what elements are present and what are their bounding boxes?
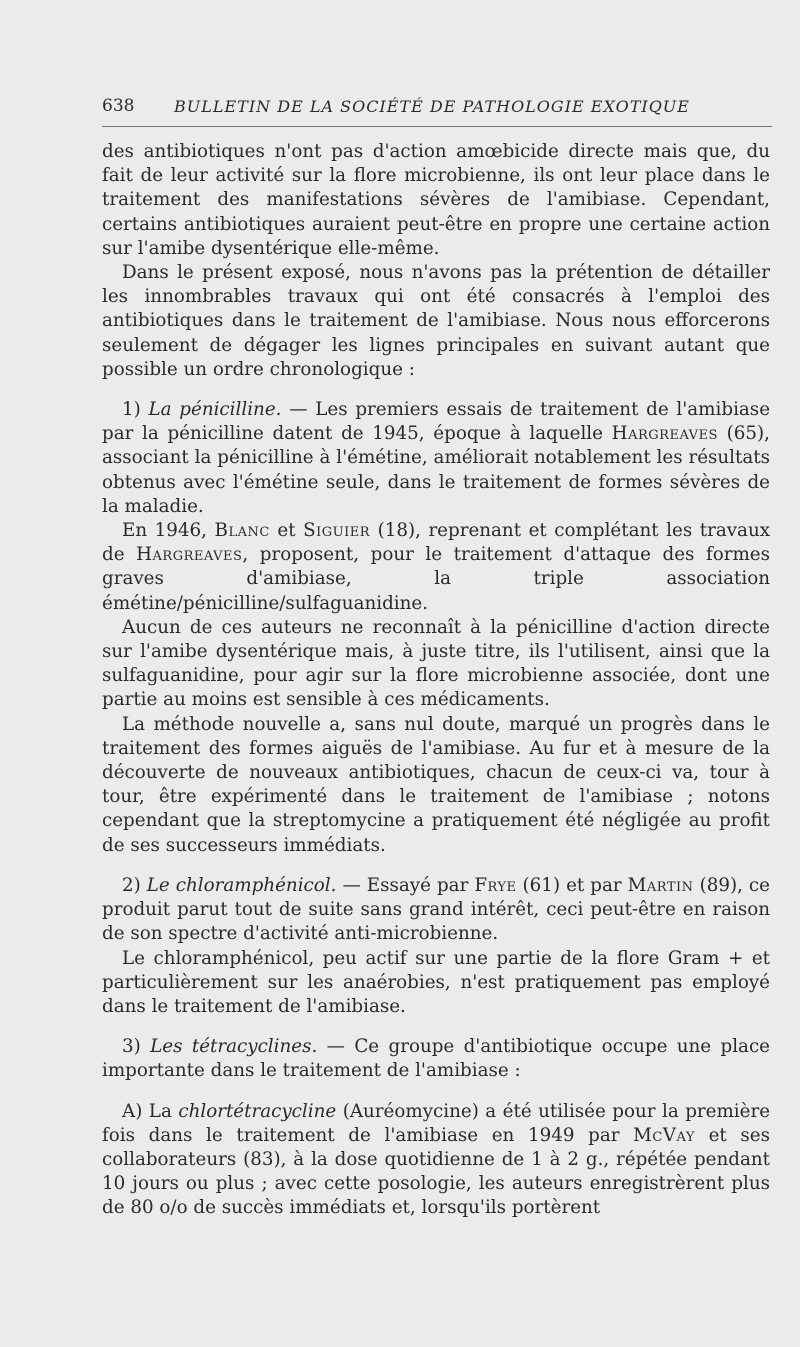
section-number: 2): [122, 874, 141, 896]
running-title: BULLETIN DE LA SOCIÉTÉ DE PATHOLOGIE EXOTIQUE: [174, 97, 690, 116]
page-number: 638: [102, 96, 135, 116]
section-penicillin: 1) La pénicilline. — Les premiers essais de traitement de l'amibiase par la pénicilline datent de 1945, époque à laquelle Hargreaves (65), associant la pénicilline à l'émétine, améliorait notablement les résultats obtenus avec l'émétine seule, dans le traitement de formes sévères de la maladie.: [102, 399, 771, 517]
section-chloramphenicol: 2) Le chloramphénicol. — Essayé par Frye (61) et par Martin (89), ce produit parut tout de suite sans grand intérêt, ceci peut-être en raison de son spectre d'activité anti-microbienne.: [102, 874, 770, 945]
author-name: Hargreaves: [136, 544, 243, 566]
paragraph-no-direct-action: Aucun de ces auteurs ne reconnaît à la pénicilline d'action directe sur l'amibe dysentérique mais, à juste titre, ils l'utilisent, ainsi que la sulfaguanidine, pour agir sur la flore microbienne associée, dont une partie au moins est sensible à ces médicaments.: [102, 616, 770, 711]
section-tetracyclines: 3) Les tétracyclines. — Ce groupe d'antibiotique occupe une place importante dans le traitement de l'amibiase :: [102, 1036, 771, 1082]
section-title-chloramphenicol: Le chloramphénicol.: [146, 874, 337, 896]
section-title-penicillin: La pénicilline.: [148, 399, 282, 421]
section-title-tetracyclines: Les tétracyclines.: [150, 1036, 318, 1058]
author-name: Martin: [627, 874, 694, 896]
section-number: 3): [122, 1036, 141, 1058]
paragraph-blanc-siguier: En 1946, Blanc et Siguier (18), reprenant et complétant les travaux de Hargreaves, proposent, pour le traitement d'attaque des formes graves d'amibiase, la triple association émétine/pénicilline/sulfaguanidine.: [102, 520, 771, 614]
author-name: Siguier: [303, 520, 371, 542]
paragraph-intro-continuation: des antibiotiques n'ont pas d'action amœbicide directe mais que, du fait de leur activité sur la flore microbienne, ils ont leur place dans le traitement des manifestations sévères de l'amibiase. Cependant, certains antibiotiques auraient peut-être en propre une certaine action sur l'amibe dysentérique elle-même.: [102, 141, 770, 259]
author-name: Frye: [474, 874, 517, 896]
paragraph-chloramphenicol-activity: Le chloramphénicol, peu actif sur une partie de la flore Gram + et particulièrement sur les anaérobies, n'est pratiquement pas employé dans le traitement de l'amibiase.: [102, 947, 770, 1017]
author-name: Hargreaves: [611, 423, 718, 445]
page-header: [102, 96, 772, 127]
author-name: McVay: [633, 1124, 695, 1146]
subsection-chlortetracycline: A) La chlortétracycline (Auréomycine) a été utilisée pour la première fois dans le traitement de l'amibiase en 1949 par McVay et ses collaborateurs (83), à la dose quotidienne de 1 à 2 g., répétée pendant 10 jours ou plus ; avec cette posologie, les auteurs enregistrèrent plus de 80 o/o de succès immédiats et, lorsqu'ils portèrent: [102, 1100, 771, 1219]
section-number: 1): [122, 399, 141, 421]
paragraph-new-method: La méthode nouvelle a, sans nul doute, marqué un progrès dans le traitement des formes aiguës de l'amibiase. Au fur et à mesure de la découverte de nouveaux antibiotiques, chacun de ceux-ci va, tour à tour, être expérimenté dans le traitement de l'amibiase ; notons cependant que la streptomycine a pratiquement été négligée au profit de ses successeurs immédiats.: [102, 713, 770, 856]
author-name: Blanc: [214, 520, 270, 542]
drug-term: chlortétracycline: [178, 1100, 337, 1122]
paragraph-scope: Dans le présent exposé, nous n'avons pas la prétention de détailler les innombrables travaux qui ont été consacrés à l'emploi des antibiotiques dans le traitement de l'amibiase. Nous nous efforcerons seulement de dégager les lignes principales en suivant autant que possible un ordre chronologique :: [102, 262, 770, 380]
article-body: [102, 140, 770, 1221]
